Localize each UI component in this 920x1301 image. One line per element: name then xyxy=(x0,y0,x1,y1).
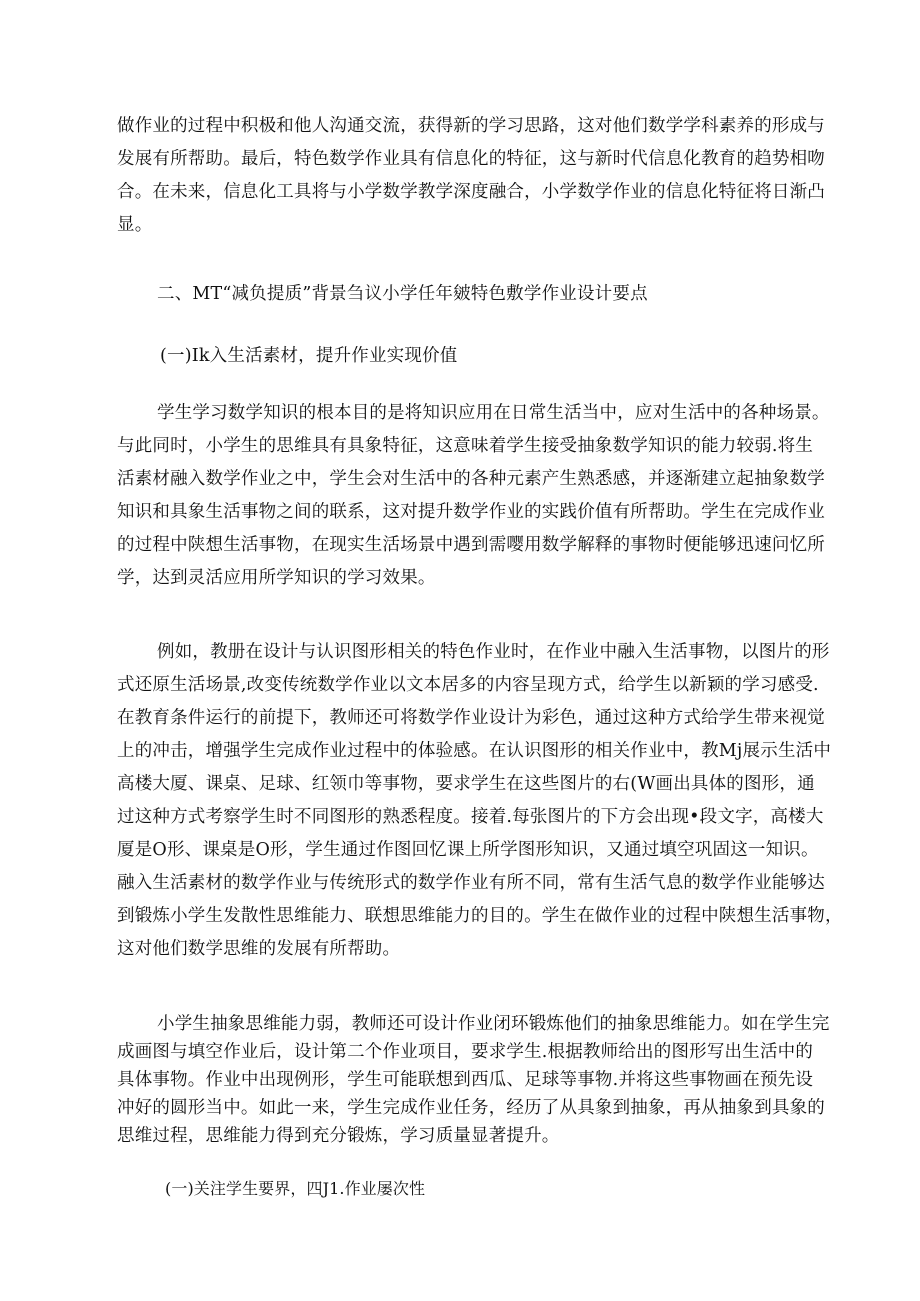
text-line: 上的冲击，增强学生完成作业过程中的体验感。在认识图形的相关作业中，教Mj展示生活中 xyxy=(117,741,832,761)
text-line: 小学生抽象思维能力弱，教师还可设计作业闭环锻炼他们的抽象思维能力。如在学生完 xyxy=(157,1014,830,1034)
subsection-heading: (一)Ik入生活素材，提升作业实现价值 xyxy=(160,346,458,366)
text-line: 做作业的过程中积极和他人沟通交流，获得新的学习思路，这对他们数学学科素养的形成与 xyxy=(117,116,825,136)
text-line: 发展有所帮助。最后，特色数学作业具有信息化的特征，这与新时代信息化教育的趋势相吻 xyxy=(117,149,825,169)
text-line: 例如，教册在设计与认识图形相关的特色作业时，在作业中融入生活事物，以图片的形 xyxy=(157,642,830,662)
text-line: 显。 xyxy=(117,215,153,235)
text-line: 具体事物。作业中出现例形，学生可能联想到西瓜、足球等事物.并将这些事物画在预先设 xyxy=(117,1070,814,1090)
text-line: 思维过程，思维能力得到充分锻炼，学习质量显著提升。 xyxy=(117,1126,560,1146)
text-line: 的过程中陕想生活事物，在现实生活场景中遇到需嘤用数学解释的事物时便能够迅速问忆所 xyxy=(117,535,825,555)
text-line: 融入生活素材的数学作业与传统形式的数学作业有所不同，常有生活气息的数学作业能够达 xyxy=(117,873,825,893)
subsection-heading: (一)关注学生要界，四J1.作业屡次性 xyxy=(165,1179,426,1198)
text-line: 成画图与填空作业后，设计第二个作业项目，要求学生.根据教师给出的图形写出生活中的 xyxy=(117,1042,814,1062)
text-line: 厦是O形、课桌是O形，学生通过作图回忆课上所学图形知识，又通过填空巩固这一知识。 xyxy=(117,840,819,860)
text-line: 学，达到灵活应用所学知识的学习效果。 xyxy=(117,568,436,588)
text-line: 式还原生活场景,改变传统数学作业以文本居多的内容呈现方式，给学生以新颖的学习感受. xyxy=(117,675,819,695)
text-line: 知识和具象生活事物之间的联系，这对提升数学作业的实践价值有所帮助。学生在完成作业 xyxy=(117,502,825,522)
text-line: 合。在未来，信息化工具将与小学数学教学深度融合，小学数学作业的信息化特征将日渐凸 xyxy=(117,182,825,202)
text-line: 高楼大厦、课桌、足球、红领巾等事物，要求学生在这些图片的右(W画出具体的图形，通 xyxy=(117,774,815,794)
text-line: 冲好的圆形当中。如此一来，学生完成作业任务，经历了从具象到抽象，再从抽象到具象的 xyxy=(117,1098,825,1118)
text-line: 学生学习数学知识的根本目的是将知识应用在日常生活当中，应对生活中的各种场景。 xyxy=(157,403,830,423)
section-heading: 二、MT“减负提质”背景刍议小学任年皴特色敷学作业设计要点 xyxy=(157,284,648,304)
text-line: 过这种方式考察学生时不同图形的熟悉程度。接着.每张图片的下方会出现•段文字，高楼大 xyxy=(117,807,824,827)
text-line: 到锻炼小学生发散性思维能力、联想思维能力的目的。学生在做作业的过程中陕想生活事物， xyxy=(117,906,843,926)
text-line: 在教育条件运行的前提下，教师还可将数学作业设计为彩色，通过这种方式给学生带来视觉 xyxy=(117,708,825,728)
text-line: 活素材融入数学作业之中，学生会对生活中的各种元素产生熟悉感，并逐渐建立起抽象数学 xyxy=(117,469,825,489)
text-line: 这对他们数学思维的发展有所帮助。 xyxy=(117,939,401,959)
text-line: 与此同时，小学生的思维具有具象特征，这意味着学生接受抽象数学知识的能力较弱.将生 xyxy=(117,436,814,456)
